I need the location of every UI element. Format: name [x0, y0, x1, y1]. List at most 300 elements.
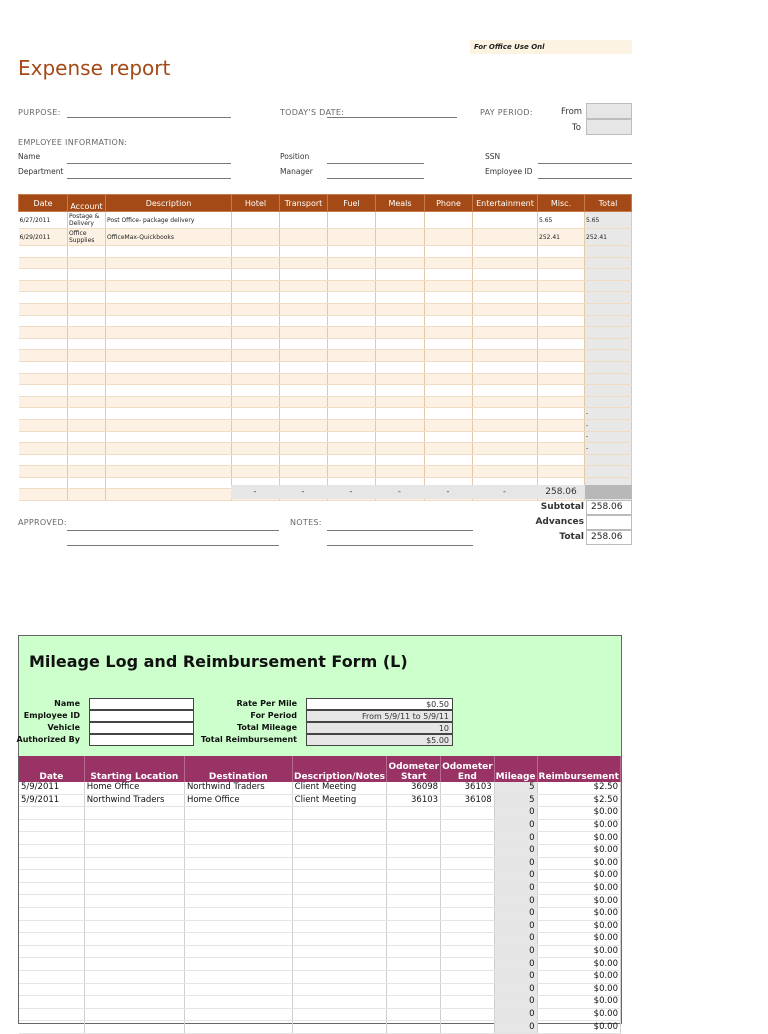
expense-cell[interactable]	[280, 292, 328, 304]
expense-cell[interactable]	[538, 338, 585, 350]
department-field[interactable]	[67, 178, 231, 179]
expense-cell[interactable]	[106, 269, 232, 281]
expense-cell[interactable]	[280, 373, 328, 385]
mileage-cell[interactable]: 5/9/2011	[19, 794, 84, 807]
expense-cell[interactable]	[232, 373, 280, 385]
expense-cell[interactable]	[473, 257, 538, 269]
mileage-cell[interactable]	[387, 882, 441, 895]
expense-cell[interactable]	[232, 292, 280, 304]
mileage-cell[interactable]: $0.00	[537, 870, 620, 883]
expense-cell[interactable]	[473, 269, 538, 281]
mileage-cell[interactable]: 0	[494, 945, 537, 958]
mileage-name-field[interactable]	[89, 698, 194, 710]
approved-field-2[interactable]	[67, 545, 279, 546]
expense-cell[interactable]	[232, 280, 280, 292]
expense-cell[interactable]	[328, 385, 376, 397]
mileage-cell[interactable]	[292, 870, 387, 883]
mileage-cell[interactable]	[441, 857, 495, 870]
mileage-cell[interactable]	[292, 807, 387, 820]
expense-cell[interactable]: Office Supplies	[68, 229, 106, 246]
expense-cell[interactable]	[328, 443, 376, 455]
expense-cell[interactable]	[425, 396, 473, 408]
expense-cell[interactable]	[19, 408, 68, 420]
mileage-cell[interactable]: 0	[494, 983, 537, 996]
mileage-cell[interactable]	[184, 807, 292, 820]
mileage-cell[interactable]	[19, 844, 84, 857]
mileage-cell[interactable]: Northwind Traders	[184, 782, 292, 794]
expense-cell[interactable]	[538, 466, 585, 478]
expense-cell[interactable]	[473, 212, 538, 229]
mileage-cell[interactable]: 0	[494, 895, 537, 908]
expense-cell[interactable]	[68, 338, 106, 350]
expense-cell[interactable]	[585, 466, 632, 478]
expense-cell[interactable]	[232, 257, 280, 269]
mileage-cell[interactable]	[84, 895, 184, 908]
mileage-cell[interactable]	[441, 970, 495, 983]
mileage-cell[interactable]	[387, 819, 441, 832]
expense-cell[interactable]	[106, 466, 232, 478]
expense-cell[interactable]	[425, 431, 473, 443]
expense-cell[interactable]	[425, 246, 473, 258]
expense-cell[interactable]	[473, 373, 538, 385]
expense-cell[interactable]	[585, 373, 632, 385]
expense-cell[interactable]	[68, 303, 106, 315]
expense-cell[interactable]	[280, 303, 328, 315]
mileage-cell[interactable]	[19, 1021, 84, 1034]
expense-cell[interactable]	[328, 327, 376, 339]
expense-cell[interactable]	[376, 280, 425, 292]
expense-cell[interactable]	[376, 385, 425, 397]
expense-cell[interactable]	[473, 327, 538, 339]
expense-cell[interactable]	[425, 466, 473, 478]
mileage-cell[interactable]	[184, 832, 292, 845]
expense-cell[interactable]	[585, 315, 632, 327]
mileage-cell[interactable]	[84, 996, 184, 1009]
mileage-cell[interactable]: $0.00	[537, 895, 620, 908]
expense-cell[interactable]	[106, 431, 232, 443]
expense-cell[interactable]	[538, 303, 585, 315]
expense-cell[interactable]	[19, 327, 68, 339]
mileage-cell[interactable]	[292, 920, 387, 933]
expense-cell[interactable]	[106, 385, 232, 397]
mileage-cell[interactable]	[84, 907, 184, 920]
mileage-cell[interactable]	[441, 807, 495, 820]
mileage-cell[interactable]: $0.00	[537, 832, 620, 845]
expense-cell[interactable]	[232, 408, 280, 420]
mileage-cell[interactable]	[441, 920, 495, 933]
mileage-cell[interactable]	[387, 945, 441, 958]
expense-cell[interactable]: 5.65	[585, 212, 632, 229]
mileage-cell[interactable]	[184, 819, 292, 832]
mileage-cell[interactable]	[292, 1021, 387, 1034]
expense-cell[interactable]	[232, 350, 280, 362]
notes-field[interactable]	[327, 530, 473, 531]
expense-cell[interactable]	[232, 396, 280, 408]
expense-cell[interactable]	[538, 385, 585, 397]
mileage-cell[interactable]	[441, 907, 495, 920]
expense-cell[interactable]	[232, 454, 280, 466]
expense-cell[interactable]	[19, 477, 68, 489]
expense-cell[interactable]	[106, 489, 232, 501]
expense-cell[interactable]	[473, 361, 538, 373]
expense-cell[interactable]	[280, 396, 328, 408]
mileage-cell[interactable]	[184, 870, 292, 883]
mileage-cell[interactable]	[184, 907, 292, 920]
expense-cell[interactable]	[106, 477, 232, 489]
mileage-cell[interactable]: 5	[494, 782, 537, 794]
expense-cell[interactable]	[68, 466, 106, 478]
mileage-cell[interactable]: 0	[494, 907, 537, 920]
expense-cell[interactable]	[106, 338, 232, 350]
expense-cell[interactable]	[585, 246, 632, 258]
expense-cell[interactable]	[19, 246, 68, 258]
expense-cell[interactable]	[232, 431, 280, 443]
to-field[interactable]	[586, 119, 632, 135]
expense-cell[interactable]	[425, 269, 473, 281]
name-field[interactable]	[67, 163, 231, 164]
expense-cell[interactable]	[328, 229, 376, 246]
expense-cell[interactable]	[280, 212, 328, 229]
expense-cell[interactable]	[376, 408, 425, 420]
mileage-cell[interactable]	[292, 844, 387, 857]
expense-cell[interactable]	[585, 327, 632, 339]
expense-cell[interactable]	[106, 443, 232, 455]
expense-cell[interactable]: -	[585, 408, 632, 420]
mileage-cell[interactable]	[292, 983, 387, 996]
mileage-cell[interactable]: $0.00	[537, 958, 620, 971]
mileage-cell[interactable]	[84, 870, 184, 883]
expense-cell[interactable]	[19, 466, 68, 478]
mileage-cell[interactable]	[292, 895, 387, 908]
expense-cell[interactable]	[538, 408, 585, 420]
mileage-cell[interactable]	[441, 819, 495, 832]
expense-cell[interactable]	[585, 350, 632, 362]
expense-cell[interactable]	[68, 292, 106, 304]
mileage-cell[interactable]	[19, 920, 84, 933]
mileage-cell[interactable]	[184, 1021, 292, 1034]
expense-cell[interactable]	[538, 350, 585, 362]
expense-cell[interactable]	[68, 257, 106, 269]
expense-cell[interactable]	[106, 361, 232, 373]
expense-cell[interactable]	[68, 385, 106, 397]
expense-cell[interactable]	[106, 396, 232, 408]
expense-cell[interactable]	[68, 454, 106, 466]
expense-cell[interactable]	[106, 373, 232, 385]
expense-cell[interactable]	[106, 246, 232, 258]
mileage-cell[interactable]	[292, 832, 387, 845]
mileage-cell[interactable]: 0	[494, 832, 537, 845]
mileage-cell[interactable]	[84, 857, 184, 870]
expense-cell[interactable]	[106, 303, 232, 315]
mileage-cell[interactable]	[387, 970, 441, 983]
mileage-employee-id-field[interactable]	[89, 710, 194, 722]
expense-cell[interactable]	[473, 338, 538, 350]
expense-cell[interactable]: 252.41	[538, 229, 585, 246]
expense-cell[interactable]	[68, 361, 106, 373]
expense-cell[interactable]	[425, 443, 473, 455]
expense-cell[interactable]	[280, 408, 328, 420]
expense-cell[interactable]	[376, 443, 425, 455]
mileage-cell[interactable]	[19, 945, 84, 958]
expense-cell[interactable]	[19, 396, 68, 408]
expense-cell[interactable]	[19, 280, 68, 292]
mileage-cell[interactable]	[441, 996, 495, 1009]
expense-cell[interactable]	[585, 269, 632, 281]
expense-cell[interactable]	[376, 466, 425, 478]
expense-cell[interactable]	[538, 327, 585, 339]
expense-cell[interactable]	[19, 419, 68, 431]
expense-cell[interactable]	[232, 419, 280, 431]
expense-cell[interactable]	[376, 257, 425, 269]
mileage-cell[interactable]	[19, 996, 84, 1009]
expense-cell[interactable]	[538, 257, 585, 269]
expense-cell[interactable]	[328, 396, 376, 408]
mileage-cell[interactable]: 0	[494, 1008, 537, 1021]
mileage-cell[interactable]	[441, 882, 495, 895]
expense-cell[interactable]	[538, 419, 585, 431]
expense-cell[interactable]	[473, 292, 538, 304]
expense-cell[interactable]: -	[585, 431, 632, 443]
expense-cell[interactable]	[19, 350, 68, 362]
mileage-cell[interactable]: 5/9/2011	[19, 782, 84, 794]
mileage-cell[interactable]: 36098	[387, 782, 441, 794]
mileage-cell[interactable]	[387, 1021, 441, 1034]
expense-cell[interactable]	[585, 257, 632, 269]
mileage-cell[interactable]	[387, 958, 441, 971]
mileage-cell[interactable]: 0	[494, 933, 537, 946]
expense-cell[interactable]	[328, 431, 376, 443]
expense-cell[interactable]	[328, 303, 376, 315]
mileage-cell[interactable]	[441, 933, 495, 946]
mileage-cell[interactable]	[387, 870, 441, 883]
mileage-cell[interactable]: $0.00	[537, 1008, 620, 1021]
expense-cell[interactable]	[232, 229, 280, 246]
mileage-cell[interactable]: 0	[494, 996, 537, 1009]
expense-cell[interactable]	[328, 269, 376, 281]
expense-cell[interactable]: -	[585, 443, 632, 455]
expense-cell[interactable]	[280, 269, 328, 281]
expense-cell[interactable]	[68, 280, 106, 292]
employee-id-field[interactable]	[538, 178, 632, 179]
expense-cell[interactable]	[280, 419, 328, 431]
expense-cell[interactable]	[280, 229, 328, 246]
expense-cell[interactable]	[106, 292, 232, 304]
expense-cell[interactable]	[328, 373, 376, 385]
mileage-cell[interactable]: 0	[494, 870, 537, 883]
mileage-cell[interactable]: $0.00	[537, 970, 620, 983]
mileage-cell[interactable]	[84, 983, 184, 996]
expense-cell[interactable]	[425, 257, 473, 269]
expense-cell[interactable]	[328, 280, 376, 292]
expense-cell[interactable]	[280, 338, 328, 350]
expense-cell[interactable]	[328, 315, 376, 327]
expense-cell[interactable]	[280, 443, 328, 455]
expense-cell[interactable]	[376, 431, 425, 443]
position-field[interactable]	[327, 163, 424, 164]
expense-cell[interactable]	[106, 280, 232, 292]
expense-cell[interactable]	[585, 361, 632, 373]
approved-field[interactable]	[67, 530, 279, 531]
mileage-cell[interactable]	[292, 1008, 387, 1021]
expense-cell[interactable]	[376, 361, 425, 373]
expense-cell[interactable]	[19, 385, 68, 397]
expense-cell[interactable]	[376, 338, 425, 350]
mileage-cell[interactable]	[19, 807, 84, 820]
expense-cell[interactable]	[280, 350, 328, 362]
mileage-cell[interactable]: Home Office	[84, 782, 184, 794]
expense-cell[interactable]	[106, 350, 232, 362]
mileage-cell[interactable]: 0	[494, 970, 537, 983]
mileage-cell[interactable]	[387, 807, 441, 820]
expense-cell[interactable]: 5.65	[538, 212, 585, 229]
expense-cell[interactable]	[280, 280, 328, 292]
expense-cell[interactable]	[538, 361, 585, 373]
expense-cell[interactable]	[328, 292, 376, 304]
expense-cell[interactable]	[376, 292, 425, 304]
expense-cell[interactable]	[376, 303, 425, 315]
expense-cell[interactable]	[68, 419, 106, 431]
mileage-cell[interactable]	[19, 983, 84, 996]
mileage-cell[interactable]: $0.00	[537, 1021, 620, 1034]
expense-cell[interactable]	[328, 419, 376, 431]
mileage-cell[interactable]	[441, 958, 495, 971]
expense-cell[interactable]	[106, 419, 232, 431]
expense-cell[interactable]	[19, 315, 68, 327]
expense-cell[interactable]	[585, 280, 632, 292]
expense-cell[interactable]: Postage & Delivery	[68, 212, 106, 229]
expense-cell[interactable]	[280, 246, 328, 258]
expense-cell[interactable]	[473, 350, 538, 362]
expense-cell[interactable]	[473, 419, 538, 431]
expense-cell[interactable]	[538, 373, 585, 385]
expense-cell[interactable]: Post Office- package delivery	[106, 212, 232, 229]
mileage-cell[interactable]	[292, 882, 387, 895]
expense-cell[interactable]	[328, 338, 376, 350]
expense-cell[interactable]	[232, 246, 280, 258]
mileage-cell[interactable]: 0	[494, 819, 537, 832]
expense-cell[interactable]	[538, 246, 585, 258]
mileage-cell[interactable]: $0.00	[537, 857, 620, 870]
mileage-cell[interactable]: Client Meeting	[292, 794, 387, 807]
expense-cell[interactable]	[425, 280, 473, 292]
mileage-cell[interactable]: 36103	[441, 782, 495, 794]
expense-cell[interactable]	[328, 466, 376, 478]
expense-cell[interactable]	[425, 338, 473, 350]
advances-field[interactable]	[586, 515, 632, 530]
todays-date-field[interactable]	[327, 117, 457, 118]
mileage-cell[interactable]	[441, 1008, 495, 1021]
mileage-vehicle-field[interactable]	[89, 722, 194, 734]
mileage-cell[interactable]: $0.00	[537, 882, 620, 895]
expense-cell[interactable]	[68, 443, 106, 455]
mileage-cell[interactable]	[184, 945, 292, 958]
expense-cell[interactable]	[232, 361, 280, 373]
mileage-cell[interactable]: $2.50	[537, 794, 620, 807]
mileage-cell[interactable]	[84, 1021, 184, 1034]
mileage-cell[interactable]	[292, 996, 387, 1009]
expense-cell[interactable]	[106, 257, 232, 269]
expense-cell[interactable]	[538, 443, 585, 455]
expense-cell[interactable]	[425, 454, 473, 466]
expense-cell[interactable]	[425, 303, 473, 315]
expense-cell[interactable]	[328, 257, 376, 269]
expense-cell[interactable]	[280, 385, 328, 397]
mileage-cell[interactable]	[19, 870, 84, 883]
expense-cell[interactable]	[538, 315, 585, 327]
expense-cell[interactable]	[585, 385, 632, 397]
mileage-cell[interactable]	[84, 807, 184, 820]
expense-cell[interactable]	[376, 454, 425, 466]
expense-cell[interactable]	[19, 489, 68, 501]
mileage-cell[interactable]	[84, 882, 184, 895]
mileage-cell[interactable]	[441, 832, 495, 845]
expense-cell[interactable]	[232, 315, 280, 327]
mileage-cell[interactable]	[184, 857, 292, 870]
mileage-cell[interactable]	[387, 907, 441, 920]
mileage-cell[interactable]	[387, 933, 441, 946]
mileage-cell[interactable]	[84, 819, 184, 832]
expense-cell[interactable]	[328, 246, 376, 258]
expense-cell[interactable]	[425, 292, 473, 304]
expense-cell[interactable]	[68, 315, 106, 327]
expense-cell[interactable]: OfficeMax-Quickbooks	[106, 229, 232, 246]
mileage-cell[interactable]: 0	[494, 882, 537, 895]
expense-cell[interactable]	[376, 229, 425, 246]
expense-cell[interactable]	[425, 385, 473, 397]
expense-cell[interactable]	[538, 269, 585, 281]
mileage-cell[interactable]: Northwind Traders	[84, 794, 184, 807]
expense-cell[interactable]	[68, 477, 106, 489]
expense-cell[interactable]	[68, 327, 106, 339]
expense-cell[interactable]	[19, 269, 68, 281]
expense-cell[interactable]	[232, 443, 280, 455]
expense-cell[interactable]	[425, 212, 473, 229]
expense-cell[interactable]	[425, 229, 473, 246]
expense-cell[interactable]	[425, 327, 473, 339]
mileage-cell[interactable]	[84, 945, 184, 958]
mileage-cell[interactable]	[19, 819, 84, 832]
mileage-cell[interactable]	[184, 844, 292, 857]
expense-cell[interactable]	[280, 327, 328, 339]
mileage-cell[interactable]: 36103	[387, 794, 441, 807]
mileage-cell[interactable]	[387, 895, 441, 908]
expense-cell[interactable]	[473, 303, 538, 315]
mileage-cell[interactable]	[19, 907, 84, 920]
mileage-cell[interactable]: 0	[494, 1021, 537, 1034]
expense-cell[interactable]	[538, 454, 585, 466]
mileage-cell[interactable]: $0.00	[537, 844, 620, 857]
mileage-cell[interactable]	[441, 1021, 495, 1034]
expense-cell[interactable]	[19, 373, 68, 385]
mileage-cell[interactable]: $0.00	[537, 920, 620, 933]
expense-cell[interactable]	[19, 361, 68, 373]
expense-cell[interactable]	[280, 257, 328, 269]
expense-cell[interactable]	[473, 315, 538, 327]
mileage-cell[interactable]: $2.50	[537, 782, 620, 794]
mileage-cell[interactable]	[292, 819, 387, 832]
ssn-field[interactable]	[538, 163, 632, 164]
mileage-cell[interactable]	[441, 983, 495, 996]
mileage-cell[interactable]: Home Office	[184, 794, 292, 807]
mileage-cell[interactable]: Client Meeting	[292, 782, 387, 794]
expense-cell[interactable]	[68, 269, 106, 281]
expense-cell[interactable]	[68, 489, 106, 501]
expense-cell[interactable]	[376, 327, 425, 339]
mileage-cell[interactable]	[184, 996, 292, 1009]
from-field[interactable]	[586, 103, 632, 119]
expense-cell[interactable]	[376, 419, 425, 431]
mileage-cell[interactable]	[19, 857, 84, 870]
